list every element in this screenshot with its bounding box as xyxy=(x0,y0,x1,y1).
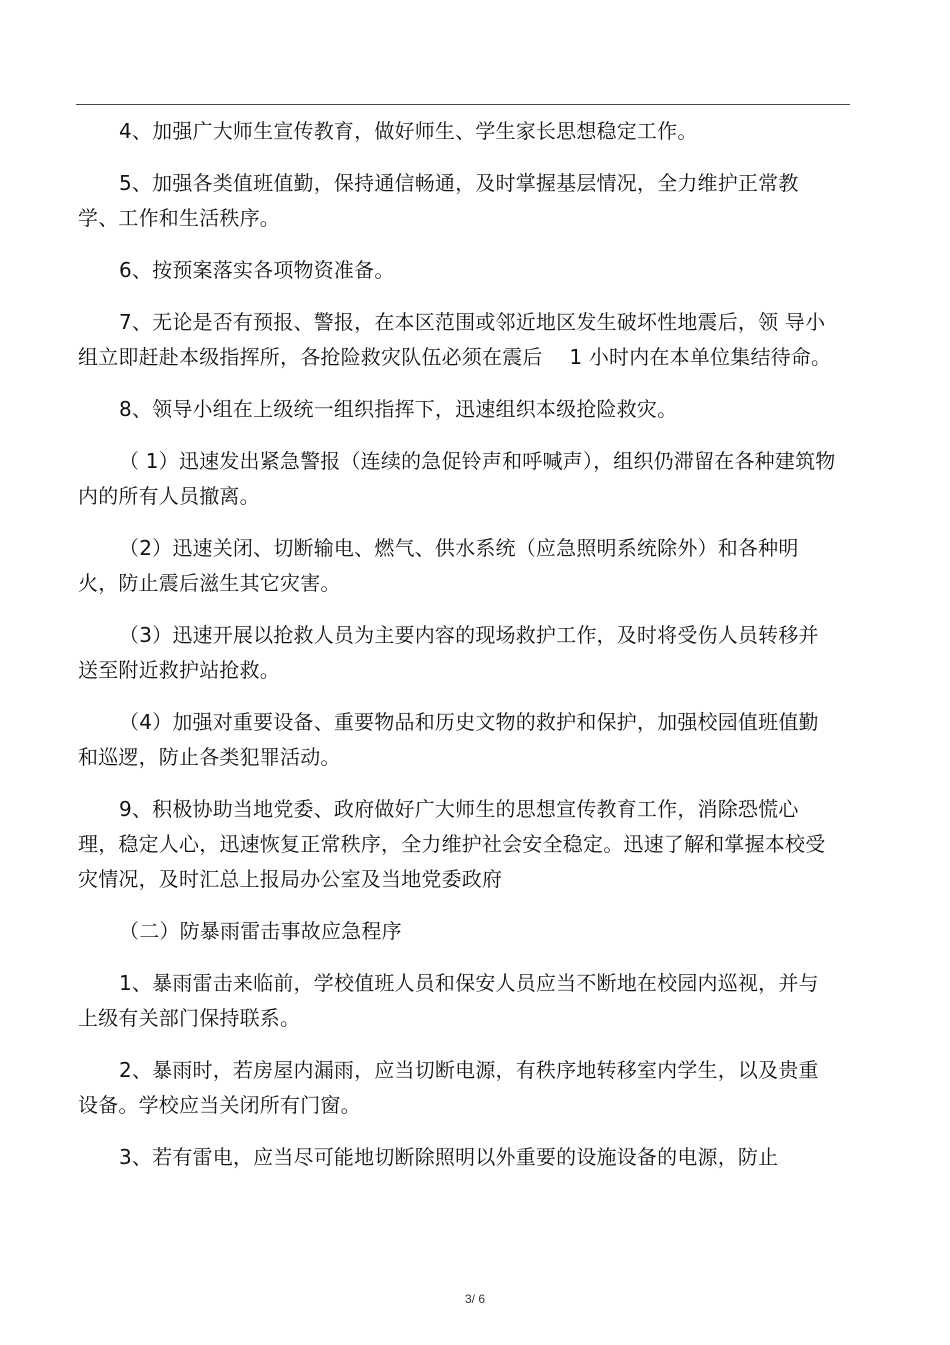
page-number: 3/ 6 xyxy=(464,1292,485,1306)
paragraph-sub-2: （2）迅速关闭、切断输电、燃气、供水系统（应急照明系统除外）和各种明火，防止震后滋生其它灾害。 xyxy=(78,536,799,595)
paragraph-rain-2: 2、暴雨时，若房屋内漏雨，应当切断电源，有秩序地转移室内学生，以及贵重设备。学校应当关闭所有门窗。 xyxy=(78,1058,819,1117)
paragraph-rain-1: 1、暴雨雷击来临前，学校值班人员和保安人员应当不断地在校园内巡视，并与上级有关部门保持联系。 xyxy=(78,971,819,1030)
paragraph-sub-1: （ 1）迅速发出紧急警报（连续的急促铃声和呼喊声），组织仍滞留在各种建筑物内的所有人员撤离。 xyxy=(78,449,836,508)
paragraph-sub-4: （4）加强对重要设备、重要物品和历史文物的救护和保护，加强校园值班值勤和巡逻，防止各类犯罪活动。 xyxy=(78,710,819,769)
paragraph-item-7: 7、无论是否有预报、警报，在本区范围或邻近地区发生破坏性地震后，领 导小组立即赶赴本级指挥所，各抢险救灾队伍必须在震后 1 小时内在本单位集结待命。 xyxy=(78,310,832,369)
header-rule xyxy=(76,104,850,105)
paragraph-item-8: 8、领导小组在上级统一组织指挥下，迅速组织本级抢险救灾。 xyxy=(119,397,678,421)
paragraph-item-6: 6、按预案落实各项物资准备。 xyxy=(119,258,395,282)
paragraph-rain-3: 3、若有雷电，应当尽可能地切断除照明以外重要的设施设备的电源，防止 xyxy=(119,1145,779,1169)
paragraph-item-5: 5、加强各类值班值勤，保持通信畅通，及时掌握基层情况，全力维护正常教学、工作和生活秩序。 xyxy=(78,171,799,230)
paragraph-item-9: 9、积极协助当地党委、政府做好广大师生的思想宣传教育工作，消除恐慌心理，稳定人心，迅速恢复正常秩序，全力维护社会安全稳定。迅速了解和掌握本校受灾情况，及时汇总上报局办公室及当地党委政府 xyxy=(78,797,826,891)
paragraph-item-4: 4、加强广大师生宣传教育，做好师生、学生家长思想稳定工作。 xyxy=(119,119,698,143)
paragraph-sub-3: （3）迅速开展以抢救人员为主要内容的现场救护工作，及时将受伤人员转移并送至附近救护站抢救。 xyxy=(78,623,819,682)
document-body xyxy=(78,114,836,1192)
section-heading: （二）防暴雨雷击事故应急程序 xyxy=(119,919,402,943)
